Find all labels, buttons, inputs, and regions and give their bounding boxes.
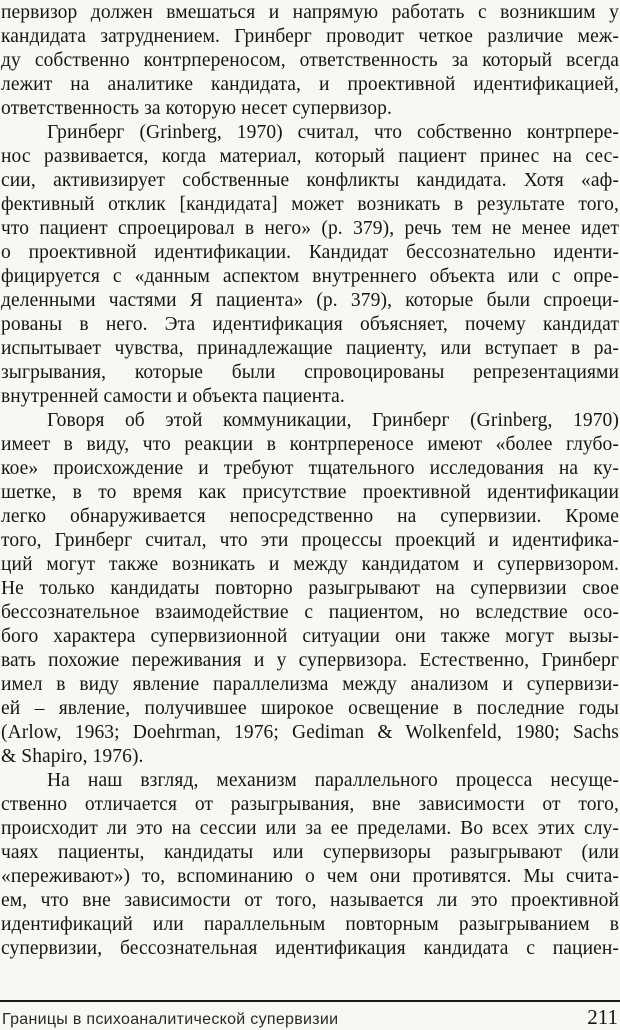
text-line: супервизии, бессознательная идентификация кандидата с пациен- xyxy=(1,938,619,959)
text-line: первизор должен вмешаться и напрямую работать с возникшим у xyxy=(1,2,619,23)
text-line: ду собственно контрпереносом, ответственность за который всегда xyxy=(1,50,619,71)
page-footer xyxy=(0,1000,620,1030)
text-line: происходит ли это на сессии или за ее пределами. Во всех этих слу- xyxy=(1,818,619,839)
text-line: деленными частями Я пациента» (p. 379), которые были спроеци- xyxy=(1,290,619,311)
text-line: имел в виду явление параллелизма между анализом и супервизи- xyxy=(1,674,619,695)
text-line: шетке, в то время как присутствие проективной идентификации xyxy=(1,482,619,503)
text-line: сии, активизирует собственные конфликты кандидата. Хотя «аф- xyxy=(1,170,619,191)
text-line: нос развивается, когда материал, который пациент принес на сес- xyxy=(1,146,619,167)
text-line: ответственность за которую несет супервизор. xyxy=(1,98,392,119)
text-line: испытывает чувства, принадлежащие пациенту, или вступает в ра- xyxy=(1,338,619,359)
text-line: & Shapiro, 1976). xyxy=(1,746,144,767)
page-number: 211 xyxy=(587,1005,618,1029)
text-line: легко обнаруживается непосредственно на супервизии. Кроме xyxy=(1,506,619,527)
text-line: бого характера супервизионной ситуации они также могут вызы- xyxy=(1,626,619,647)
text-line: Гринберг (Grinberg, 1970) считал, что собственно контрпере- xyxy=(47,122,619,143)
text-line: ей – явление, получившее широкое освещение в последние годы xyxy=(1,698,619,719)
text-line: ем, что вне зависимости от того, называется ли это проективной xyxy=(1,890,619,911)
text-line: вать похожие переживания и у супервизора. Естественно, Гринберг xyxy=(1,650,619,671)
text-line: зыгрывания, которые были спровоцированы репрезентациями xyxy=(1,362,619,383)
text-line: чаях пациенты, кандидаты или супервизоры разыгрывают (или xyxy=(1,842,619,863)
text-line: что пациент спроецировал в него» (p. 379), речь тем не менее идет xyxy=(1,218,619,239)
text-line: лежит на аналитике кандидата, и проективной идентификацией, xyxy=(1,74,619,95)
text-line: кандидата затруднением. Гринберг проводит четкое различие меж- xyxy=(1,26,619,47)
text-line: Говоря об этой коммуникации, Гринберг (Grinberg, 1970) xyxy=(47,410,619,431)
text-line: (Arlow, 1963; Doehrman, 1976; Gediman & Wolkenfeld, 1980; Sachs xyxy=(1,722,619,743)
text-line: ций могут также возникать и между кандидатом и супервизором. xyxy=(1,554,619,575)
text-line: кое» происхождение и требуют тщательного исследования на ку- xyxy=(1,458,619,479)
text-line: того, Гринберг считал, что эти процессы проекций и идентифика- xyxy=(1,530,619,551)
body-text xyxy=(0,1,619,961)
text-line: фективный отклик [кандидата] может возникать в результате того, xyxy=(1,194,619,215)
text-line: внутренней самости и объекта пациента. xyxy=(1,386,345,407)
text-line: На наш взгляд, механизм параллельного процесса несуще- xyxy=(47,770,619,791)
text-line: Не только кандидаты повторно разыгрывают на супервизии свое xyxy=(1,578,619,599)
text-line: фицируется с «данным аспектом внутреннего объекта или с опре- xyxy=(1,266,619,287)
text-line: рованы в него. Эта идентификация объясняет, почему кандидат xyxy=(1,314,619,335)
text-line: о проективной идентификации. Кандидат бессознательно иденти- xyxy=(1,242,619,263)
text-line: «переживают») то, вспоминанию о чем они противятся. Мы счита- xyxy=(1,866,619,887)
running-title: Границы в психоаналитической супервизии xyxy=(2,1011,339,1028)
text-line: ственно отличается от разыгрывания, вне зависимости от того, xyxy=(1,794,619,815)
text-line: имеет в виду, что реакции в контрпереносе имеют «более глубо- xyxy=(1,434,619,455)
text-line: бессознательное взаимодействие с пациентом, но вследствие осо- xyxy=(1,602,619,623)
text-line: идентификаций или параллельным повторным разыгрыванием в xyxy=(1,914,619,935)
